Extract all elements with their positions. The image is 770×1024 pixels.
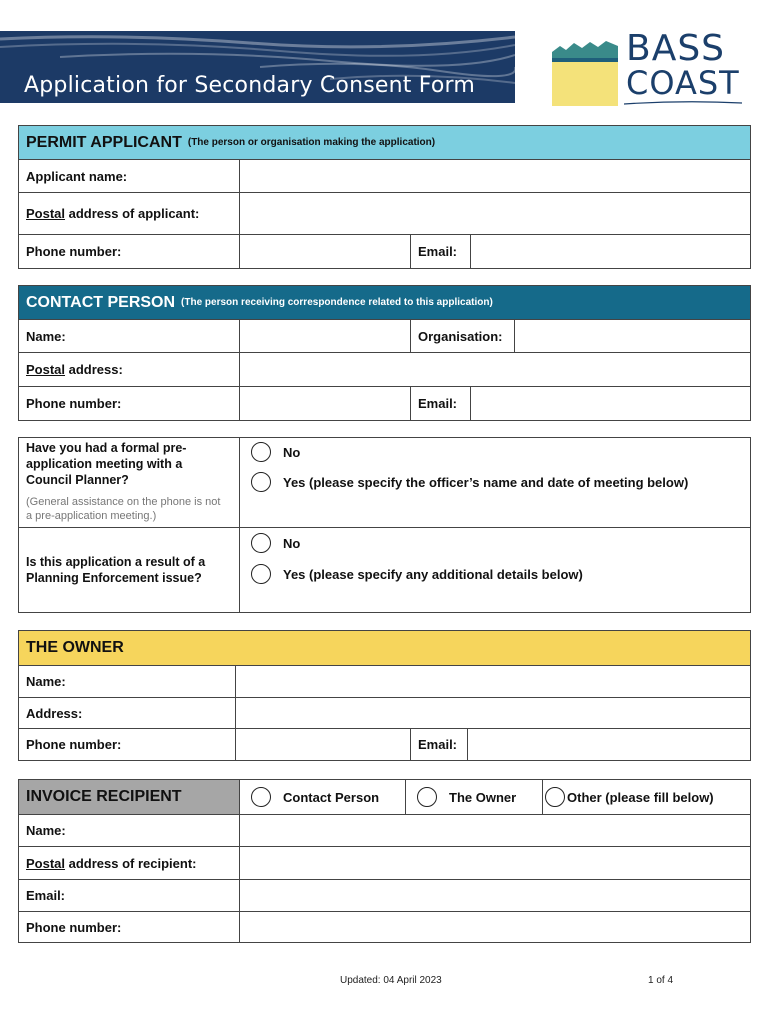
logo-text-coast: COAST (626, 64, 740, 102)
enforcement-label: Is this application a result of a Planning Enforcement issue? (26, 555, 206, 585)
applicant-postal-field[interactable] (239, 193, 750, 234)
option-label: No (283, 535, 301, 551)
recipient-name-field[interactable] (239, 815, 750, 846)
invoice-header-row (19, 780, 750, 815)
postal-rest: address: (65, 362, 123, 377)
contact-phone-label: Phone number: (26, 396, 122, 411)
contact-postal-field[interactable] (239, 353, 750, 386)
option-label: Other (please fill below) (567, 789, 714, 805)
contact-phone-row (19, 387, 750, 420)
pre-application-question (19, 438, 239, 527)
applicant-phone-label: Phone number: (26, 244, 122, 259)
header-banner (0, 31, 515, 103)
section-title: CONTACT PERSON (26, 293, 176, 311)
owner-phone-field[interactable] (235, 729, 410, 760)
owner-phone-label: Phone number: (26, 737, 122, 752)
radio-no[interactable] (251, 533, 271, 553)
recipient-email-row (19, 880, 750, 912)
recipient-name-row (19, 815, 750, 847)
footer-page-number: 1 of 4 (648, 975, 674, 986)
recipient-phone-field[interactable] (239, 912, 750, 942)
owner-email-label: Email: (410, 729, 467, 760)
owner-header (19, 631, 750, 666)
organisation-label: Organisation: (410, 320, 514, 352)
pre-application-options (239, 438, 750, 527)
applicant-name-label: Applicant name: (26, 168, 128, 184)
organisation-field[interactable] (514, 320, 750, 352)
applicant-email-label: Email: (410, 235, 470, 268)
postal-word: Postal (26, 362, 66, 377)
applicant-name-row (19, 160, 750, 193)
recipient-phone-row (19, 912, 750, 942)
permit-applicant-header (19, 126, 750, 160)
recipient-postal-field[interactable] (239, 847, 750, 879)
pre-application-no-option[interactable] (251, 442, 300, 462)
option-label: The Owner (449, 789, 517, 805)
recipient-name-label: Name: (26, 823, 66, 838)
contact-name-row (19, 320, 750, 353)
contact-email-label: Email: (410, 387, 470, 420)
applicant-name-field[interactable] (239, 160, 750, 192)
invoice-owner-option[interactable] (405, 780, 542, 814)
radio-no[interactable] (251, 442, 271, 462)
recipient-email-field[interactable] (239, 880, 750, 911)
recipient-postal-row (19, 847, 750, 880)
contact-name-label: Name: (26, 328, 66, 344)
postal-word: Postal (26, 206, 66, 221)
enforcement-question (19, 528, 239, 612)
footer-updated: Updated: 04 April 2023 (340, 975, 442, 986)
radio-contact-person[interactable] (251, 787, 271, 807)
owner-address-field[interactable] (235, 698, 750, 728)
recipient-postal-label (19, 847, 239, 879)
radio-other[interactable] (545, 787, 565, 807)
postal-word: Postal (26, 855, 66, 871)
logo-mark-icon (552, 30, 618, 106)
postal-rest: address of recipient: (65, 855, 197, 871)
pre-application-label: Have you had a formal pre-application meeting with a Council Planner? (26, 441, 187, 487)
pre-application-yes-option[interactable] (251, 472, 688, 492)
logo-swoosh (624, 100, 744, 106)
pre-application-row (19, 438, 750, 528)
radio-yes[interactable] (251, 472, 271, 492)
invoice-header: INVOICE RECIPIENT (19, 780, 239, 814)
owner-name-row (19, 666, 750, 698)
contact-name-field[interactable] (239, 320, 410, 352)
owner-email-field[interactable] (467, 729, 750, 760)
applicant-postal-row (19, 193, 750, 235)
enforcement-no-option[interactable] (251, 533, 300, 553)
owner-name-field[interactable] (235, 666, 750, 697)
option-label: Contact Person (283, 789, 380, 805)
owner-address-row (19, 698, 750, 729)
questions-section (18, 437, 751, 613)
section-subtitle: (The person receiving correspondence related to this application) (181, 297, 493, 308)
invoice-other-option[interactable] (542, 780, 750, 814)
invoice-contact-option[interactable] (239, 780, 405, 814)
contact-person-section (18, 285, 751, 421)
contact-postal-row (19, 353, 750, 387)
enforcement-options (239, 528, 750, 612)
section-title: PERMIT APPLICANT (26, 133, 182, 151)
owner-phone-row (19, 729, 750, 760)
option-label: No (283, 444, 301, 460)
radio-the-owner[interactable] (417, 787, 437, 807)
logo-text-bass: BASS (626, 28, 726, 69)
radio-yes[interactable] (251, 564, 271, 584)
contact-email-field[interactable] (470, 387, 750, 420)
section-title: THE OWNER (26, 639, 124, 656)
recipient-email-label: Email: (26, 888, 66, 903)
permit-applicant-section (18, 125, 751, 269)
contact-postal-label (19, 353, 239, 386)
applicant-email-field[interactable] (470, 235, 750, 268)
page-title: Application for Secondary Consent Form (24, 73, 476, 98)
recipient-phone-label: Phone number: (26, 919, 122, 935)
option-label: Yes (please specify the officer’s name and date of meeting below) (283, 474, 689, 490)
owner-section (18, 630, 751, 761)
section-subtitle: (The person or organisation making the application) (187, 137, 436, 148)
applicant-phone-field[interactable] (239, 235, 410, 268)
invoice-section (18, 779, 751, 943)
applicant-postal-label (19, 193, 239, 234)
postal-rest: address of applicant: (65, 206, 200, 221)
enforcement-yes-option[interactable] (251, 564, 583, 584)
contact-phone-field[interactable] (239, 387, 410, 420)
contact-person-header (19, 286, 750, 320)
enforcement-row (19, 528, 750, 612)
bass-coast-logo (550, 28, 740, 108)
applicant-phone-row (19, 235, 750, 268)
owner-address-label: Address: (26, 705, 83, 721)
pre-application-note: (General assistance on the phone is not a pre-application meeting.) (26, 496, 221, 522)
owner-name-label: Name: (26, 674, 66, 689)
option-label: Yes (please specify any additional details below) (283, 566, 583, 582)
